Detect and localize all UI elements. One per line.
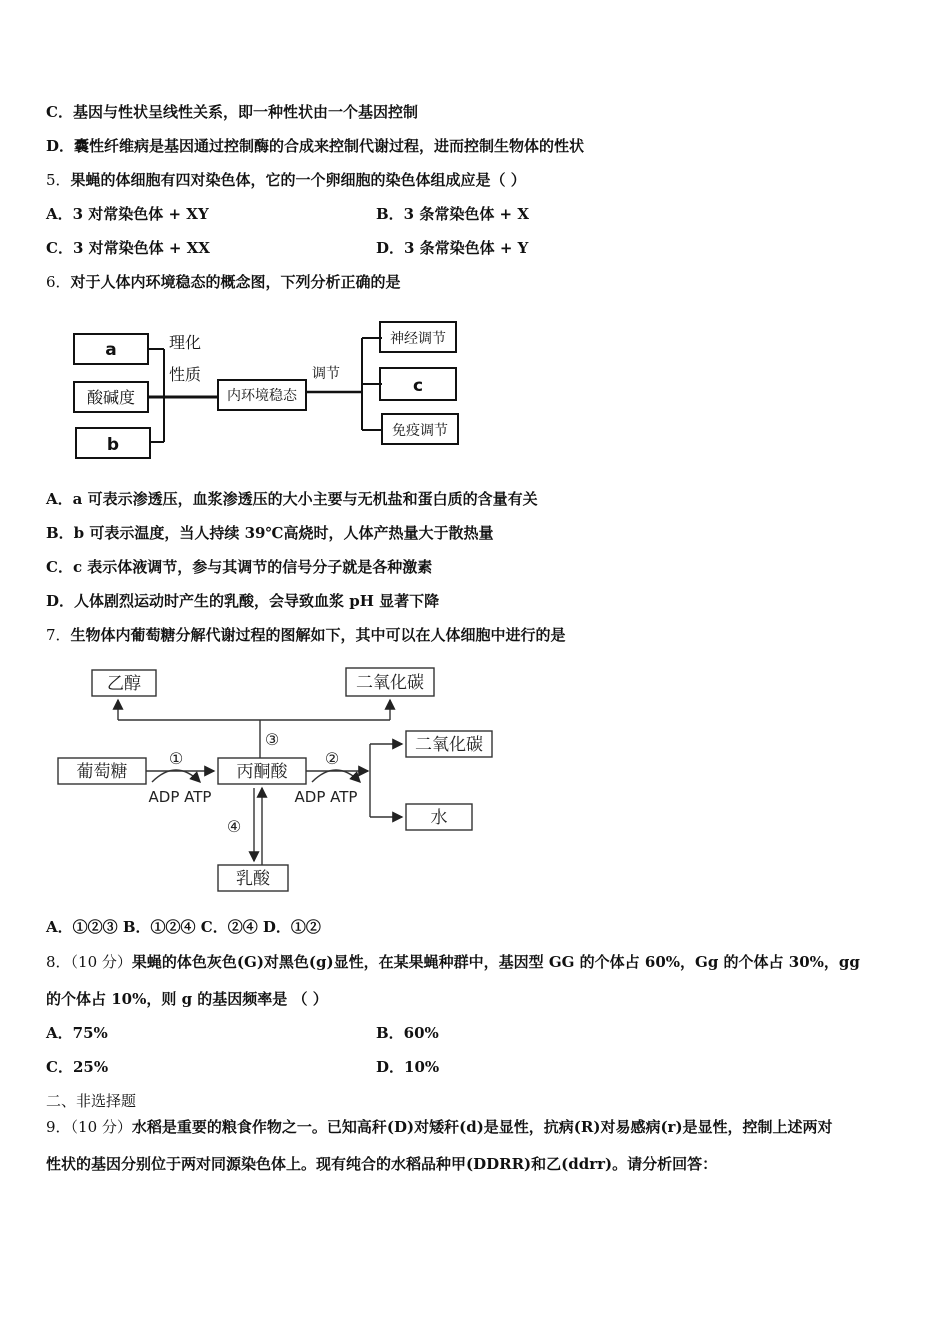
label-ethanol: 乙醇 — [107, 674, 141, 694]
q8-option-b: B．60% — [376, 1024, 439, 1042]
label-homeostasis: 内环境稳态 — [227, 388, 297, 404]
q9-stem-text-1: 水稻是重要的粮食作物之一。已知高秆(D)对矮秆(d)是显性，抗病(R)对易感病(r)是显性，控制上述两对 — [131, 1118, 833, 1136]
label-c: c — [412, 376, 424, 396]
q8-stem-line-1 — [46, 952, 860, 972]
q8-stem-line-2: 的个体占 10%，则 g 的基因频率是 （ ） — [46, 990, 328, 1008]
label-b: b — [106, 435, 120, 455]
q5-number: 5． — [46, 171, 71, 189]
q5-option-a: A．3 对常染色体 + XY — [46, 205, 209, 223]
q8-score: （10 分） — [70, 953, 132, 971]
q8-number: 8． — [46, 953, 71, 971]
glucose-metabolism-diagram — [50, 660, 500, 896]
label-step-4: ④ — [226, 817, 242, 836]
q6-option-a: A．a 可表示渗透压，血浆渗透压的大小主要与无机盐和蛋白质的含量有关 — [46, 490, 538, 508]
label-a: a — [105, 340, 117, 360]
q9-stem-line-1 — [46, 1117, 833, 1137]
q6-option-d: D．人体剧烈运动时产生的乳酸，会导致血浆 pH 显著下降 — [46, 592, 440, 610]
q5-stem — [46, 170, 526, 190]
label-step-2: ② — [324, 749, 340, 768]
q4-option-c: C．基因与性状呈线性关系，即一种性状由一个基因控制 — [46, 103, 418, 121]
q8-stem-text-1: 果蝇的体色灰色(G)对黑色(g)显性，在某果蝇种群中，基因型 GG 的个体占 60%，Gg 的个体占 30%，gg — [131, 953, 860, 971]
q8-option-a: A．75% — [46, 1024, 108, 1042]
q5-option-c: C．3 对常染色体 + XX — [46, 239, 210, 257]
label-tiaojie: 调节 — [312, 366, 340, 382]
q9-number: 9． — [46, 1118, 71, 1136]
label-pyruvate: 丙酮酸 — [236, 762, 288, 782]
q6-option-b: B．b 可表示温度，当人持续 39℃高烧时，人体产热量大于散热量 — [46, 524, 494, 542]
q6-option-c: C．c 表示体液调节，参与其调节的信号分子就是各种激素 — [46, 558, 433, 576]
q6-stem — [46, 272, 401, 292]
section-heading: 二、非选择题 — [46, 1092, 137, 1110]
label-co2-right: 二氧化碳 — [415, 735, 483, 755]
q8-option-c: C．25% — [46, 1058, 109, 1076]
label-adp-atp-1: ADP ATP — [148, 788, 212, 806]
q8-option-d: D．10% — [376, 1058, 440, 1076]
label-water: 水 — [430, 808, 448, 828]
label-glucose: 葡萄糖 — [76, 762, 128, 782]
homeostasis-concept-diagram — [66, 312, 466, 464]
q7-options: A．①②③ B．①②④ C．②④ D．①② — [46, 918, 321, 936]
q6-stem-text: 对于人体内环境稳态的概念图，下列分析正确的是 — [70, 273, 401, 291]
label-lactate: 乳酸 — [236, 869, 270, 889]
label-lihua: 理化 — [169, 333, 202, 352]
q9-score: （10 分） — [70, 1118, 132, 1136]
label-immune: 免疫调节 — [392, 423, 448, 439]
q7-stem — [46, 625, 566, 645]
label-ph: 酸碱度 — [86, 388, 136, 407]
label-neural: 神经调节 — [390, 331, 446, 347]
q5-stem-text: 果蝇的体细胞有四对染色体，它的一个卵细胞的染色体组成应是（ ） — [70, 171, 526, 189]
label-step-1: ① — [168, 749, 184, 768]
label-xingzhi: 性质 — [169, 365, 202, 384]
q4-option-d: D．囊性纤维病是基因通过控制酶的合成来控制代谢过程，进而控制生物体的性状 — [46, 137, 585, 155]
label-co2-top: 二氧化碳 — [356, 673, 424, 693]
q7-stem-text: 生物体内葡萄糖分解代谢过程的图解如下，其中可以在人体细胞中进行的是 — [70, 626, 566, 644]
q6-number: 6． — [46, 273, 71, 291]
label-step-3: ③ — [264, 730, 280, 749]
label-adp-atp-2: ADP ATP — [294, 788, 358, 806]
q7-number: 7． — [46, 626, 71, 644]
q9-stem-line-2: 性状的基因分别位于两对同源染色体上。现有纯合的水稻品种甲(DDRR)和乙(ddrr)。请分析回答： — [46, 1155, 718, 1173]
q5-option-d: D．3 条常染色体 + Y — [376, 239, 529, 257]
q5-option-b: B．3 条常染色体 + X — [376, 205, 529, 223]
